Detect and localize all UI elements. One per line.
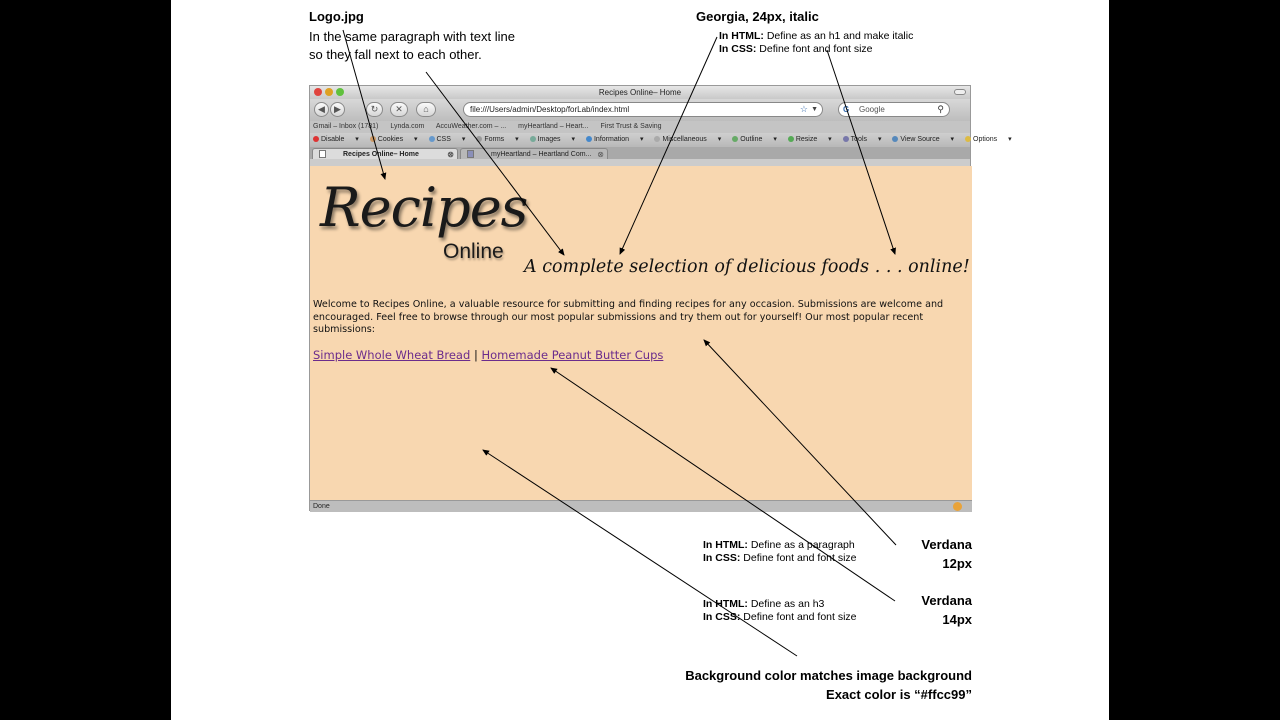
url-dropdown-icon[interactable]: ▼ — [811, 106, 818, 113]
site-favicon-icon — [467, 150, 474, 158]
devtool-tools[interactable]: Tools ▾ — [843, 136, 882, 143]
devtool-images[interactable]: Images ▾ — [530, 136, 575, 143]
intro-paragraph: Welcome to Recipes Online, a valuable resource for submitting and finding recipes for any occasion. Submissions are welcome and encouraged. Feel free to browse through our most popular submissions and try them out for yourself! Our most popular recent submissions: — [313, 299, 944, 335]
page-content — [310, 166, 972, 500]
miscellaneous-icon — [654, 136, 660, 142]
bookmark-item[interactable]: myHeartland – Heart... — [518, 123, 589, 130]
devtool-cookies[interactable]: Cookies ▾ — [370, 136, 418, 143]
font-annotation-html: In HTML: Define as an h1 and make italic — [719, 30, 914, 42]
h3-font-name: Verdana — [921, 593, 972, 608]
recipe-link-peanut-butter-cups[interactable]: Homemade Peanut Butter Cups — [481, 348, 664, 362]
reload-button[interactable] — [366, 102, 383, 117]
close-window-icon[interactable] — [314, 88, 322, 96]
devtool-forms[interactable]: Forms ▾ — [476, 136, 518, 143]
devtool-outline[interactable]: Outline ▾ — [732, 136, 777, 143]
devtool-view-source[interactable]: View Source ▾ — [892, 136, 954, 143]
window-titlebar — [310, 86, 970, 99]
logo-annotation-line2: so they fall next to each other. — [309, 47, 482, 62]
background-annotation — [685, 666, 972, 704]
status-text: Done — [313, 503, 330, 510]
tab-label: myHeartland – Heartland Com... — [491, 151, 592, 158]
address-url: file:///Users/admin/Desktop/forLab/index.html — [470, 105, 630, 114]
tab-recipes-online[interactable] — [312, 148, 458, 159]
devtool-resize[interactable]: Resize ▾ — [788, 136, 832, 143]
bookmarks-bar — [310, 121, 970, 133]
stop-icon: ✕ — [395, 104, 403, 114]
forward-arrow-icon: ▶ — [334, 104, 341, 114]
font-annotation-title: Georgia, 24px, italic — [696, 9, 819, 24]
bookmark-item[interactable]: Gmail – Inbox (1781) — [313, 123, 379, 130]
tab-bar — [310, 147, 970, 159]
search-engine-icon[interactable]: G — [843, 105, 850, 114]
tab-label: Recipes Online– Home — [343, 151, 419, 158]
browser-window — [309, 85, 1012, 511]
tools-icon — [843, 136, 849, 142]
window-title: Recipes Online– Home — [598, 88, 682, 97]
search-placeholder: Google — [859, 105, 885, 114]
resize-icon — [788, 136, 794, 142]
paragraph-annotation-css: In CSS: Define font and font size — [703, 552, 857, 564]
h3-annotation-html: In HTML: Define as an h3 — [703, 598, 825, 610]
paragraph-font-name: Verdana — [921, 537, 972, 552]
devtool-css[interactable]: CSS ▾ — [429, 136, 466, 143]
view-source-icon — [892, 136, 898, 142]
bookmark-item[interactable]: AccuWeather.com – ... — [435, 123, 507, 130]
page-icon — [319, 150, 326, 158]
status-bar — [310, 500, 972, 512]
h3-annotation-css: In CSS: Define font and font size — [703, 611, 857, 623]
address-bar[interactable] — [463, 102, 823, 117]
paragraph-annotation-html: In HTML: Define as a paragraph — [703, 539, 855, 551]
logo-image: Recipes — [320, 176, 528, 239]
bookmark-item[interactable]: First Trust & Saving — [600, 123, 662, 130]
back-button[interactable] — [314, 102, 329, 117]
devtool-disable[interactable]: Disable ▾ — [313, 136, 359, 143]
logo-annotation-line1: In the same paragraph with text line — [309, 29, 515, 44]
back-arrow-icon: ◀ — [318, 104, 325, 114]
disable-icon — [313, 136, 319, 142]
background-annotation-line1: Background color matches image background — [685, 668, 972, 683]
css-icon — [429, 136, 435, 142]
toolbar-toggle-icon[interactable] — [954, 89, 966, 95]
zoom-window-icon[interactable] — [336, 88, 344, 96]
h3-font-annotation — [921, 591, 972, 629]
home-button[interactable] — [416, 102, 436, 117]
stop-button[interactable] — [390, 102, 408, 117]
close-tab-icon[interactable]: ⊗ — [447, 150, 454, 159]
background-annotation-line2: Exact color is “#ffcc99” — [826, 687, 972, 702]
forms-icon — [476, 136, 482, 142]
outline-icon — [732, 136, 738, 142]
devtool-options[interactable]: Options ▾ — [965, 136, 1012, 143]
navigation-toolbar — [310, 99, 970, 121]
paragraph-font-size: 12px — [942, 556, 972, 571]
search-box[interactable] — [838, 102, 950, 117]
devtool-information[interactable]: Information ▾ — [586, 136, 644, 143]
recipe-link-bread[interactable]: Simple Whole Wheat Bread — [313, 348, 471, 362]
logo-annotation-title: Logo.jpg — [309, 9, 364, 24]
recipe-links — [313, 348, 663, 362]
devtool-miscellaneous[interactable]: Miscellaneous ▾ — [654, 136, 721, 143]
bookmark-star-icon[interactable]: ☆ — [799, 104, 808, 114]
logo-subtitle: Online — [443, 240, 504, 263]
paragraph-font-annotation — [921, 535, 972, 573]
status-indicator-icon — [953, 502, 962, 511]
link-separator: | — [473, 348, 478, 362]
reload-icon: ↻ — [370, 104, 379, 114]
web-developer-toolbar — [310, 133, 1012, 147]
home-icon: ⌂ — [423, 104, 429, 114]
h3-font-size: 14px — [942, 612, 972, 627]
page-tagline: A complete selection of delicious foods . . . online! — [524, 257, 970, 277]
minimize-window-icon[interactable] — [325, 88, 333, 96]
close-tab-icon[interactable]: ⊗ — [597, 150, 604, 159]
forward-button[interactable] — [330, 102, 345, 117]
images-icon — [530, 136, 536, 142]
tab-myheartland[interactable] — [460, 148, 608, 159]
bookmark-item[interactable]: Lynda.com — [390, 123, 425, 130]
cookie-icon — [370, 136, 376, 142]
information-icon — [586, 136, 592, 142]
options-icon — [965, 136, 971, 142]
font-annotation-css: In CSS: Define font and font size — [719, 43, 873, 55]
search-icon[interactable]: ⚲ — [937, 104, 944, 114]
